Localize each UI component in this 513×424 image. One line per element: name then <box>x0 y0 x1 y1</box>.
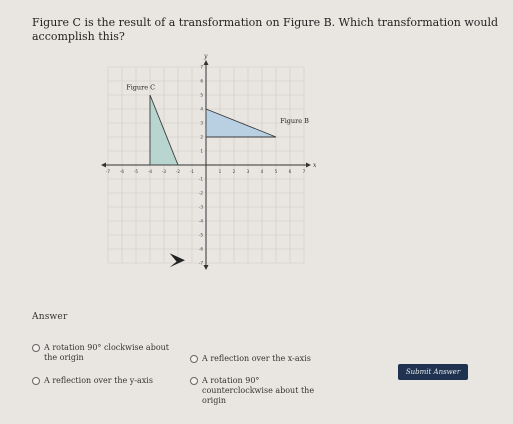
y-tick-label: 3 <box>200 120 203 126</box>
y-tick-label: -5 <box>198 232 203 238</box>
x-tick-label: 4 <box>260 169 264 174</box>
choice-label: A reflection over the x-axis <box>202 354 311 363</box>
question-text: Figure C is the result of a transformation on Figure B. Which transformation would accomplish this? <box>32 16 499 43</box>
coordinate-graph <box>96 55 316 275</box>
graph-svg <box>96 55 316 275</box>
y-tick-label: -7 <box>198 260 203 266</box>
x-tick-label: -3 <box>161 169 167 174</box>
figure-c-label: Figure C <box>126 83 156 92</box>
x-tick-label: 6 <box>288 169 292 174</box>
x-axis-arrow-icon <box>101 163 106 168</box>
radio-button[interactable] <box>190 377 198 385</box>
x-tick-label: -6 <box>119 169 125 174</box>
choice-label: A rotation 90° counterclockwise about the origin <box>202 376 315 405</box>
y-tick-label: 2 <box>200 134 203 140</box>
radio-button[interactable] <box>190 355 198 363</box>
choice-label: A reflection over the y-axis <box>44 376 153 385</box>
y-tick-label: -3 <box>198 204 203 210</box>
y-tick-label: 5 <box>200 92 203 98</box>
x-tick-label: -5 <box>133 169 139 174</box>
y-tick-label: -2 <box>198 190 203 196</box>
x-tick-label: 7 <box>302 169 306 174</box>
y-tick-label: -1 <box>198 176 203 182</box>
choice-label: A rotation 90° clockwise about the origin <box>44 343 169 362</box>
x-tick-label: -1 <box>189 169 195 174</box>
x-tick-label: 1 <box>218 169 222 174</box>
x-tick-label: 2 <box>232 169 236 174</box>
radio-button[interactable] <box>32 377 40 385</box>
x-tick-label: -2 <box>175 169 181 174</box>
x-tick-label: -7 <box>105 169 111 174</box>
figure-b-label: Figure B <box>280 117 309 125</box>
y-tick-label: 6 <box>200 78 203 84</box>
y-axis-label: y <box>204 53 208 60</box>
y-tick-label: -6 <box>198 246 203 252</box>
x-tick-label: -4 <box>147 169 153 174</box>
x-axis-label: x <box>313 162 317 169</box>
answer-label: Answer <box>32 312 68 322</box>
x-tick-label: 3 <box>246 169 250 174</box>
y-tick-label: 7 <box>200 64 203 70</box>
x-axis-arrow-icon <box>306 163 311 168</box>
radio-button[interactable] <box>32 344 40 352</box>
mouse-cursor-icon <box>170 253 185 267</box>
y-tick-label: 4 <box>200 106 203 112</box>
y-axis-arrow-icon <box>204 265 209 270</box>
y-tick-label: 1 <box>200 148 203 154</box>
y-axis-arrow-icon <box>204 60 209 65</box>
y-tick-label: -4 <box>198 218 203 224</box>
submit-answer-button[interactable]: Submit Answer <box>398 364 468 380</box>
x-tick-label: 5 <box>274 169 278 174</box>
